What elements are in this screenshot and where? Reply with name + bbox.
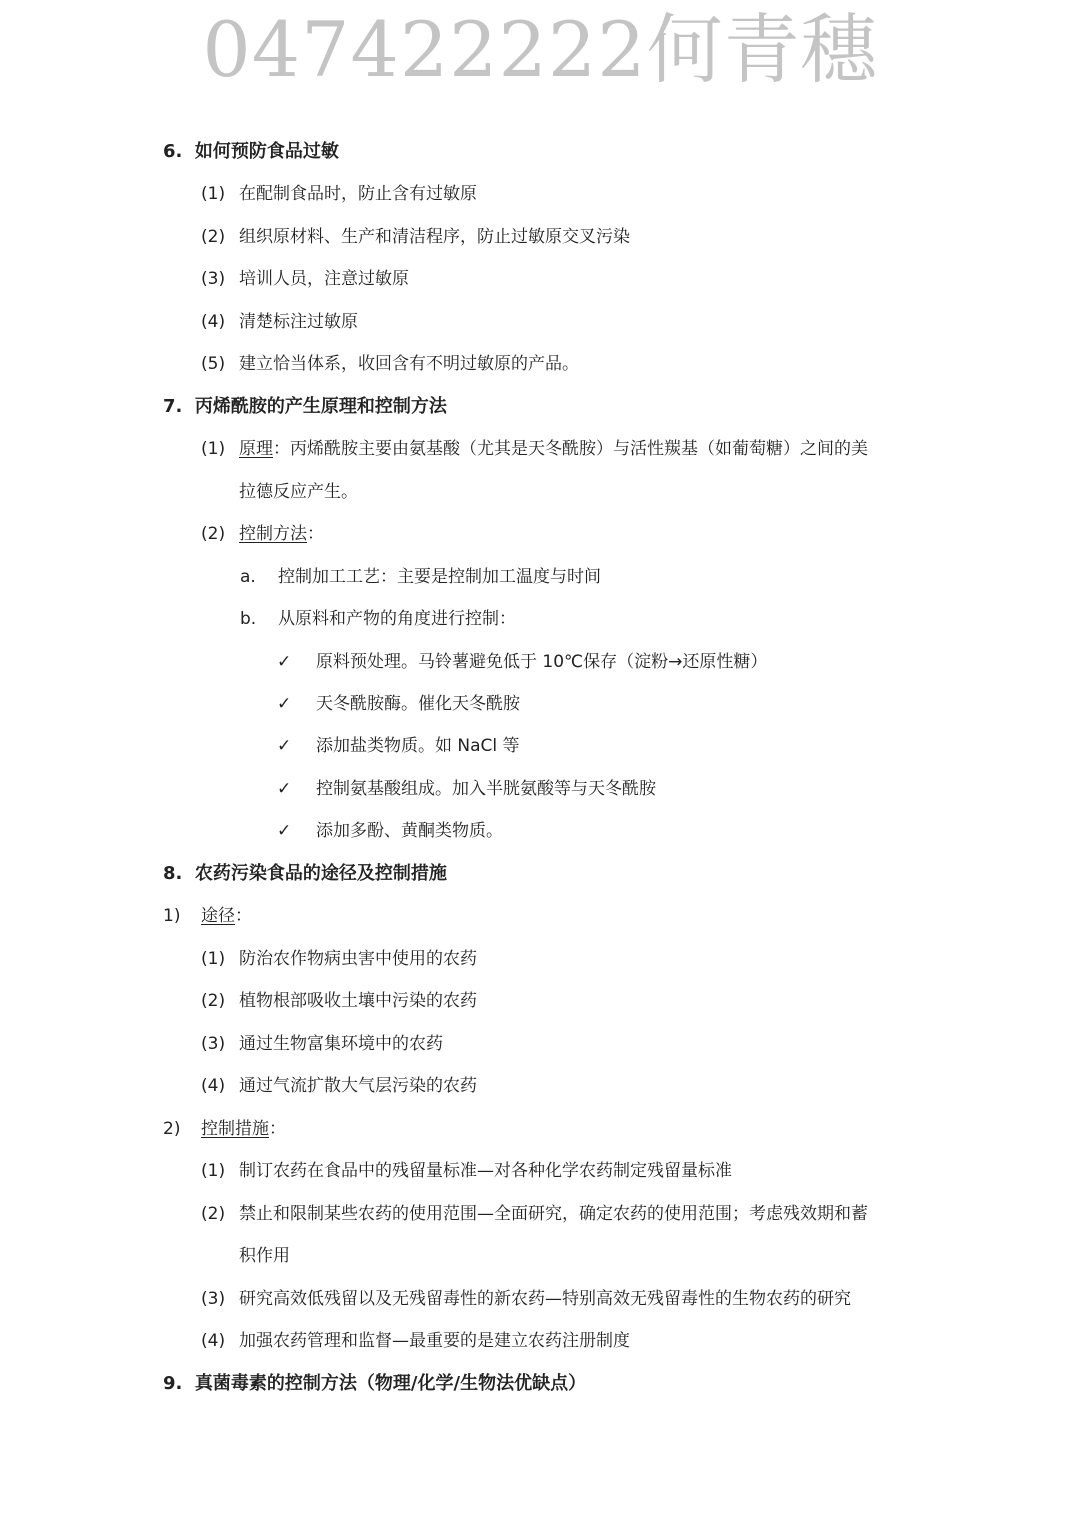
item-number: (5) (201, 354, 226, 374)
list-item (201, 1288, 851, 1310)
check-text: 控制氨基酸组成。加入半胱氨酸等与天冬酰胺 (316, 779, 656, 799)
item-number: (3) (201, 269, 226, 289)
list-item (201, 990, 477, 1012)
list-item (201, 948, 477, 970)
sub-item-text: 控制加工工艺：主要是控制加工温度与时间 (278, 567, 601, 587)
check-icon: ✓ (277, 652, 292, 672)
list-item (201, 311, 358, 333)
item-text: 通过生物富集环境中的农药 (239, 1034, 443, 1054)
item-number: (3) (201, 1289, 226, 1309)
item-number: (1) (201, 949, 226, 969)
check-item (277, 778, 656, 800)
measures-label: 控制措施 (201, 1119, 269, 1139)
section-number: 9. (163, 1373, 183, 1394)
check-text: 天冬酰胺酶。催化天冬酰胺 (316, 694, 520, 714)
item-number: (1) (201, 184, 226, 204)
section-number: 6. (163, 141, 183, 162)
item-number: (4) (201, 1331, 226, 1351)
routes-subheading (163, 905, 252, 927)
list-item (201, 1203, 868, 1225)
item-text: 制订农药在食品中的残留量标准—对各种化学农药制定残留量标准 (239, 1161, 732, 1181)
list-item (201, 183, 477, 205)
item-number: (2) (201, 1204, 226, 1224)
sub-item-letter: a. (240, 567, 256, 587)
section-number: 8. (163, 863, 183, 884)
routes-label: 途径 (201, 906, 235, 926)
list-item (201, 1330, 630, 1352)
check-item (277, 693, 520, 715)
item-text: 在配制食品时，防止含有过敏原 (239, 184, 477, 204)
list-item (201, 353, 579, 375)
section-title: 真菌毒素的控制方法（物理/化学/生物法优缺点） (194, 1373, 587, 1394)
principle-text: ：丙烯酰胺主要由氨基酸（尤其是天冬酰胺）与活性羰基（如葡萄糖）之间的美 (273, 439, 868, 459)
colon: ： (307, 524, 324, 544)
item-text: 防治农作物病虫害中使用的农药 (239, 949, 477, 969)
item-number: (2) (201, 227, 226, 247)
item-text: 禁止和限制某些农药的使用范围—全面研究，确定农药的使用范围；考虑残效期和蓄 (239, 1204, 868, 1224)
section-title: 农药污染食品的途径及控制措施 (194, 863, 447, 884)
sub-item-b (240, 608, 516, 630)
item-text: 组织原材料、生产和清洁程序，防止过敏原交叉污染 (239, 227, 630, 247)
section-8-heading (163, 863, 447, 885)
check-icon: ✓ (277, 821, 292, 841)
list-item (201, 226, 630, 248)
item-number: (4) (201, 1076, 226, 1096)
colon: ： (269, 1119, 286, 1139)
item-text-continued: 积作用 (239, 1246, 290, 1266)
check-item (277, 651, 768, 673)
sub-number: 1) (163, 906, 181, 926)
principle-label: 原理 (239, 439, 273, 459)
list-item (201, 1160, 732, 1182)
section-6-heading (163, 141, 339, 163)
sub-item-text: 从原料和产物的角度进行控制： (278, 609, 516, 629)
check-text: 添加多酚、黄酮类物质。 (316, 821, 503, 841)
item-text: 研究高效低残留以及无残留毒性的新农药—特别高效无残留毒性的生物农药的研究 (239, 1289, 851, 1309)
sub-number: 2) (163, 1119, 181, 1139)
item-number: (2) (201, 991, 226, 1011)
check-text: 添加盐类物质。如 NaCl 等 (316, 736, 520, 756)
principle-item (201, 438, 868, 460)
watermark: 047422222何青穗 (202, 5, 878, 94)
check-icon: ✓ (277, 779, 292, 799)
section-title: 如何预防食品过敏 (194, 141, 339, 162)
item-text: 建立恰当体系，收回含有不明过敏原的产品。 (239, 354, 579, 374)
check-icon: ✓ (277, 694, 292, 714)
item-text: 加强农药管理和监督—最重要的是建立农药注册制度 (239, 1331, 630, 1351)
item-number: (3) (201, 1034, 226, 1054)
section-9-heading (163, 1373, 586, 1395)
check-text: 原料预处理。马铃薯避免低于 10℃保存（淀粉→还原性糖） (316, 652, 768, 672)
item-number: (4) (201, 312, 226, 332)
list-item (201, 268, 409, 290)
control-method-label: 控制方法 (239, 524, 307, 544)
item-number: (2) (201, 524, 226, 544)
section-7-heading (163, 396, 447, 418)
principle-text-continued: 拉德反应产生。 (239, 482, 358, 502)
list-item (201, 1075, 477, 1097)
item-number: (1) (201, 1161, 226, 1181)
item-text: 清楚标注过敏原 (239, 312, 358, 332)
colon: ： (235, 906, 252, 926)
section-number: 7. (163, 396, 183, 417)
measures-subheading (163, 1118, 286, 1140)
sub-item-a (240, 566, 601, 588)
list-item (201, 1033, 443, 1055)
item-number: (1) (201, 439, 226, 459)
section-title: 丙烯酰胺的产生原理和控制方法 (194, 396, 447, 417)
item-text: 通过气流扩散大气层污染的农药 (239, 1076, 477, 1096)
item-text: 植物根部吸收土壤中污染的农药 (239, 991, 477, 1011)
item-text: 培训人员，注意过敏原 (239, 269, 409, 289)
control-method-item (201, 523, 324, 545)
check-item (277, 820, 503, 842)
sub-item-letter: b. (240, 609, 257, 629)
check-item (277, 735, 520, 757)
check-icon: ✓ (277, 736, 292, 756)
